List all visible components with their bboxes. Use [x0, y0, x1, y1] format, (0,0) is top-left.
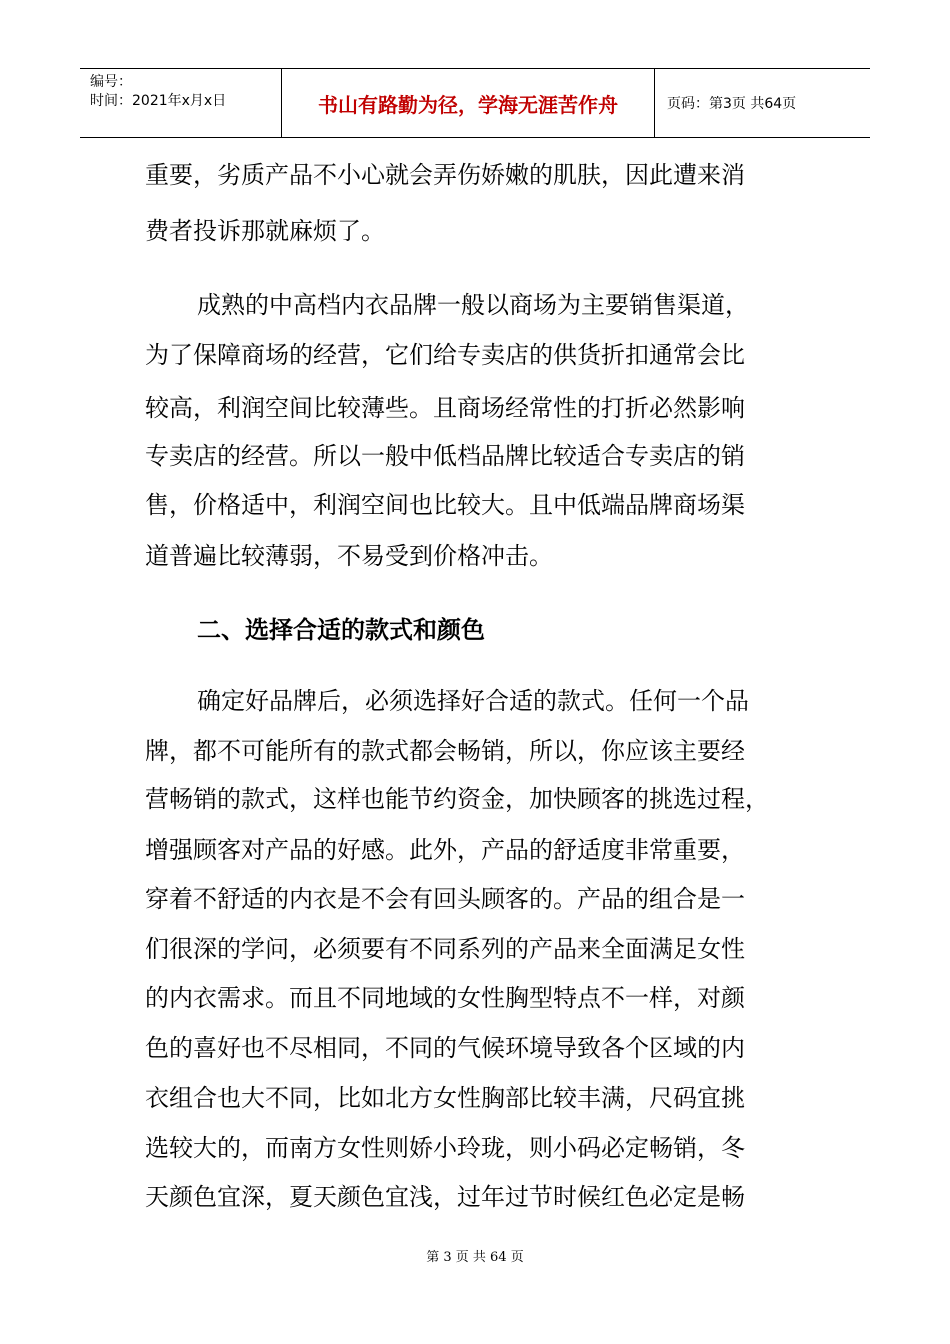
body-line: 们很深的学问，必须要有不同系列的产品来全面满足女性 — [145, 935, 745, 963]
body-line: 道普遍比较薄弱，不易受到价格冲击。 — [145, 542, 553, 570]
body-line: 确定好品牌后，必须选择好合适的款式。任何一个品 — [197, 687, 749, 715]
body-line: 较高，利润空间比较薄些。且商场经常性的打折必然影响 — [145, 394, 745, 422]
body-line: 色的喜好也不尽相同，不同的气候环境导致各个区域的内 — [145, 1034, 745, 1062]
body-line: 为了保障商场的经营，它们给专卖店的供货折扣通常会比 — [145, 341, 745, 369]
body-line: 增强顾客对产品的好感。此外，产品的舒适度非常重要， — [145, 836, 745, 864]
body-line: 重要，劣质产品不小心就会弄伤娇嫩的肌肤，因此遭来消 — [145, 161, 745, 189]
body-line: 售，价格适中，利润空间也比较大。且中低端品牌商场渠 — [145, 491, 745, 519]
page-header — [80, 68, 870, 138]
body-line: 衣组合也大不同，比如北方女性胸部比较丰满，尺码宜挑 — [145, 1084, 745, 1112]
body-line: 天颜色宜深，夏天颜色宜浅，过年过节时候红色必定是畅 — [145, 1183, 745, 1211]
page-footer: 第 3 页 共 64 页 — [426, 1250, 524, 1265]
header-meta — [80, 69, 282, 137]
section-heading: 二、选择合适的款式和颜色 — [197, 616, 485, 644]
body-line: 营畅销的款式，这样也能节约资金，加快顾客的挑选过程， — [145, 785, 769, 813]
body-line: 牌，都不可能所有的款式都会畅销，所以，你应该主要经 — [145, 737, 745, 765]
header-number-label: 编号： — [90, 74, 132, 90]
body-line: 穿着不舒适的内衣是不会有回头顾客的。产品的组合是一 — [145, 885, 745, 913]
body-line: 费者投诉那就麻烦了。 — [145, 217, 385, 245]
body-line: 专卖店的经营。所以一般中低档品牌比较适合专卖店的销 — [145, 442, 745, 470]
body-line: 选较大的，而南方女性则娇小玲珑，则小码必定畅销，冬 — [145, 1134, 745, 1162]
body-line: 的内衣需求。而且不同地域的女性胸型特点不一样，对颜 — [145, 984, 745, 1012]
header-motto: 书山有路勤为径，学海无涯苦作舟 — [282, 69, 655, 137]
header-page-info: 页码：第3页 共64页 — [667, 96, 797, 112]
header-time-label: 时间：2021年x月x日 — [90, 93, 227, 109]
body-line: 成熟的中高档内衣品牌一般以商场为主要销售渠道， — [197, 291, 749, 319]
